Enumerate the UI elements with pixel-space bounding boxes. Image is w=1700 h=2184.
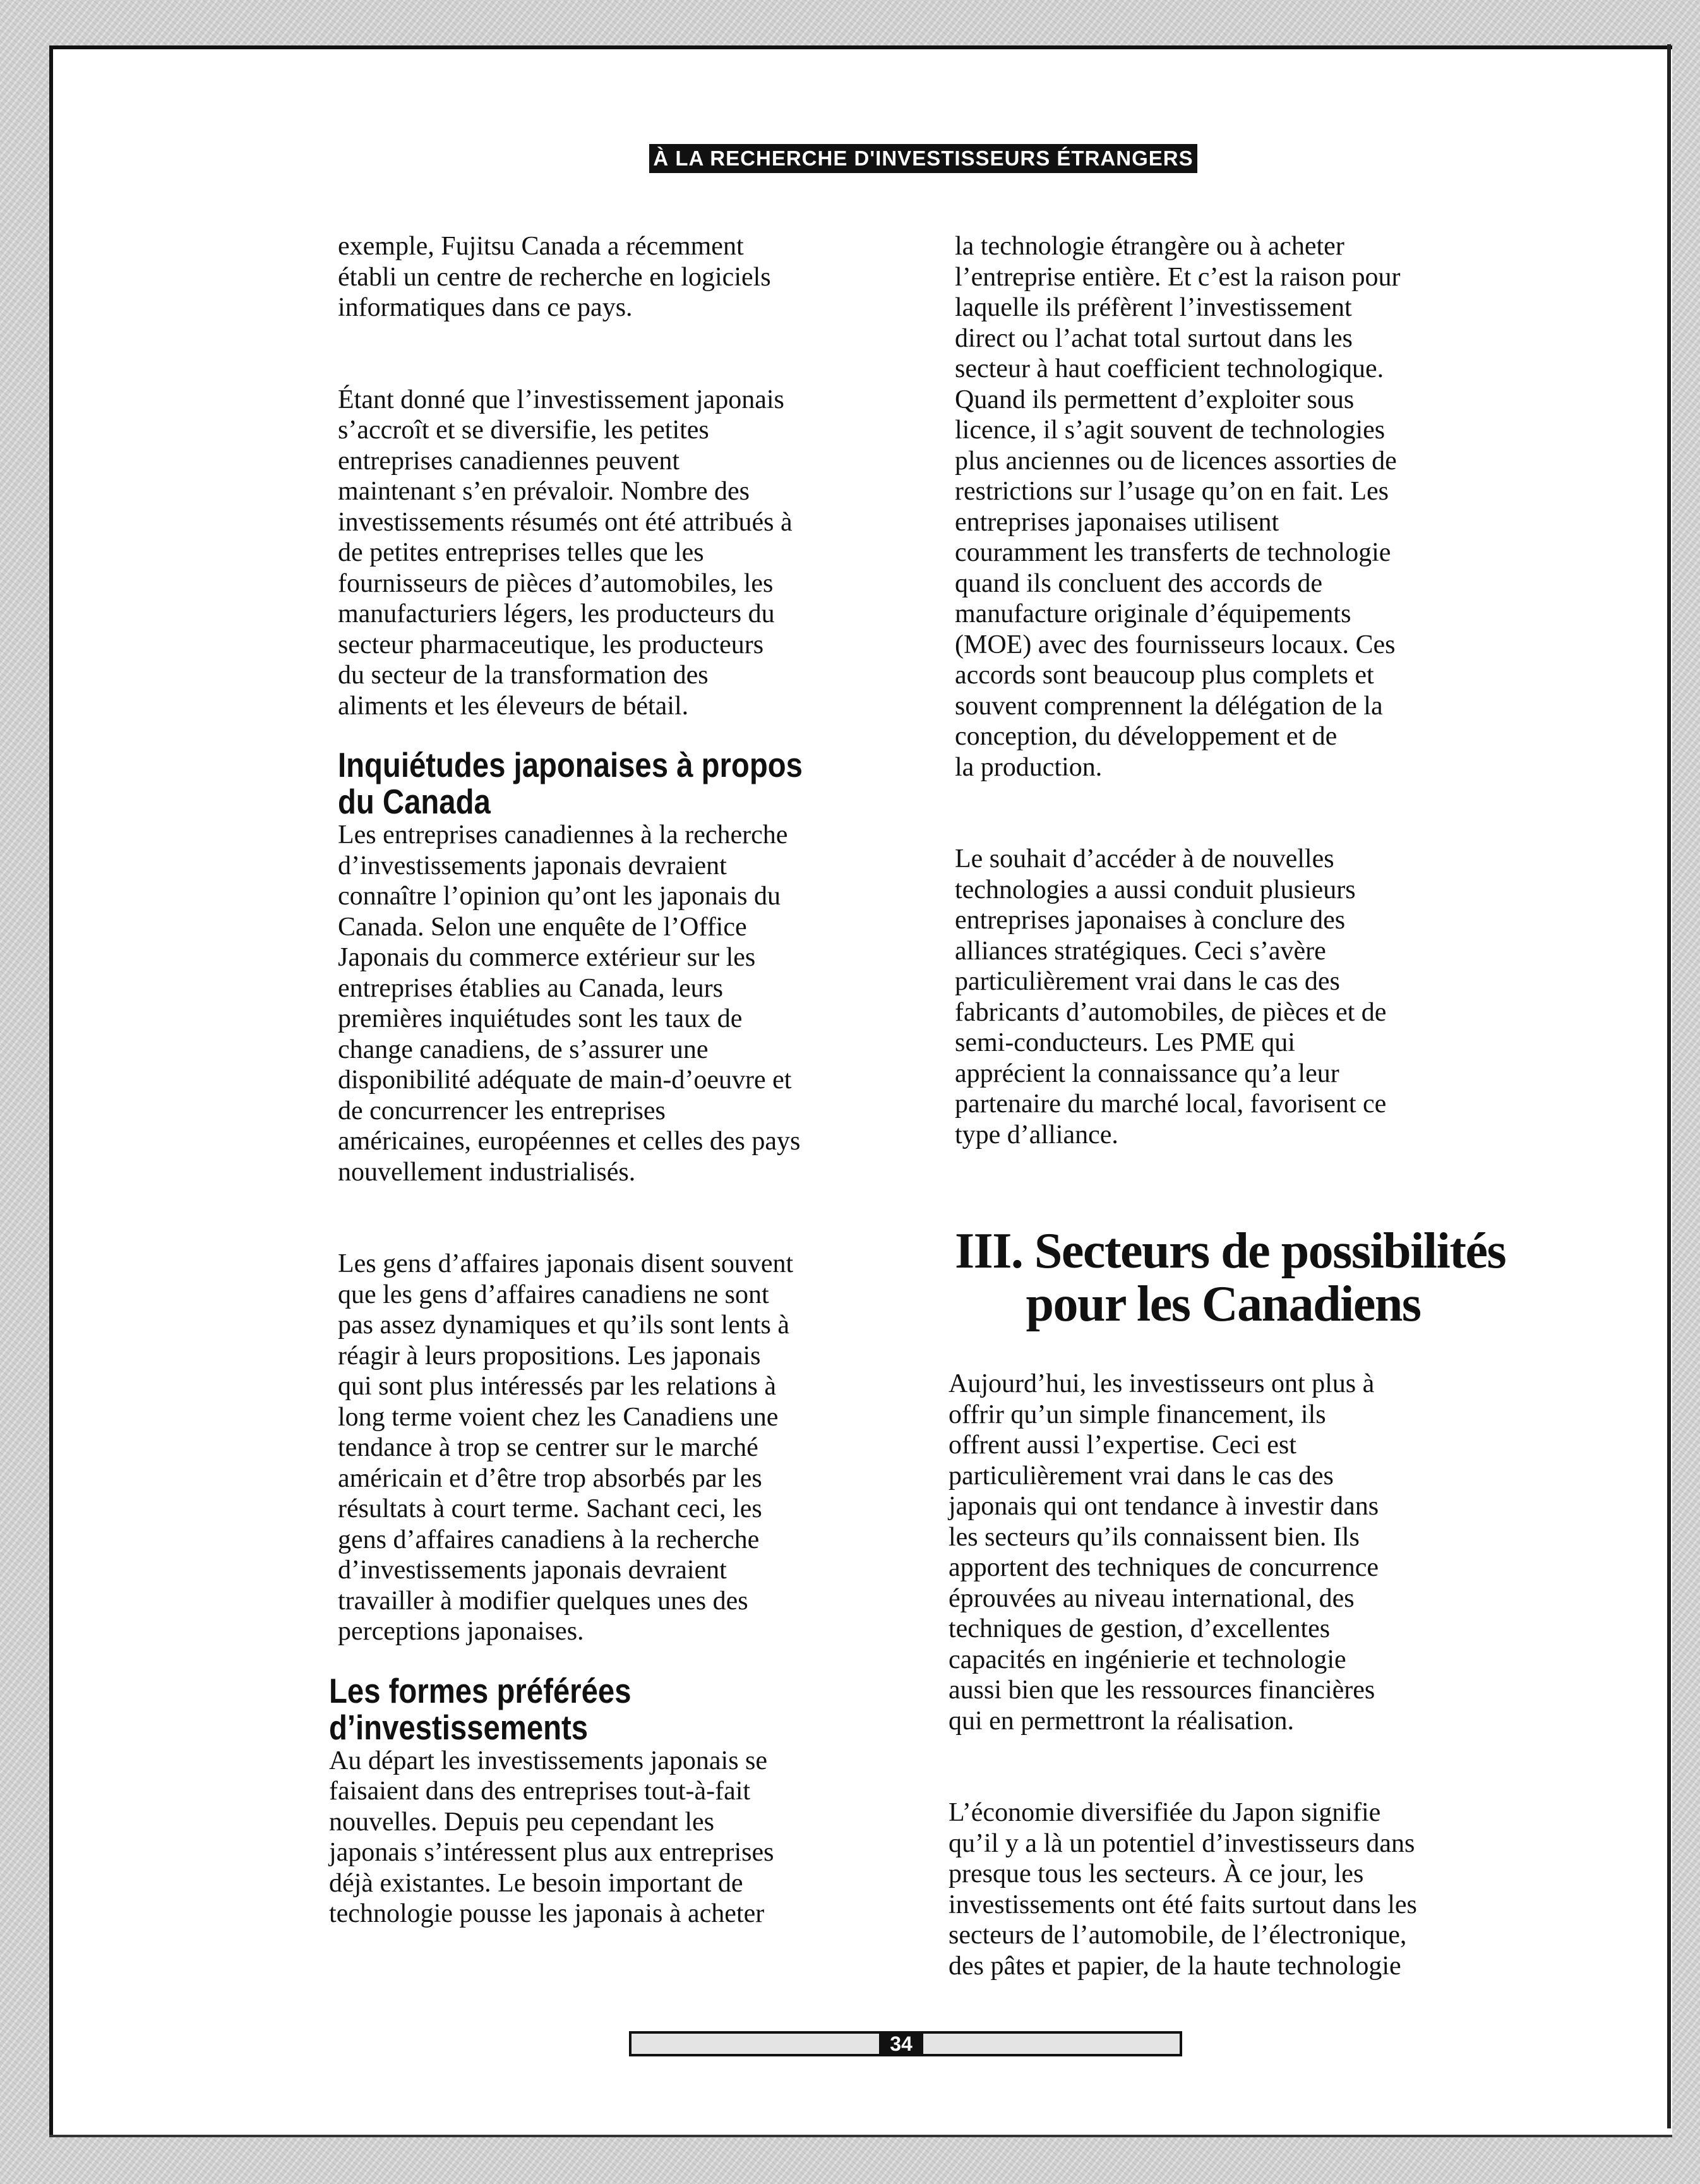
text-line: du Canada	[338, 782, 491, 821]
text-line: offrent aussi l’expertise. Ceci est	[949, 1431, 1296, 1460]
text-line: que les gens d’affaires canadiens ne sont	[338, 1280, 769, 1309]
right-column	[949, 231, 1506, 1981]
text-line: entreprises japonaises utilisent	[955, 507, 1279, 537]
text-line: de petites entreprises telles que les	[338, 538, 704, 567]
text-line: accords sont beaucoup plus complets et	[955, 661, 1374, 690]
text-line: Japonais du commerce extérieur sur les	[338, 943, 756, 972]
text-line: Aujourd’hui, les investisseurs ont plus à	[949, 1369, 1375, 1398]
text-line: qui en permettront la réalisation.	[949, 1706, 1294, 1736]
text-line: la production.	[955, 752, 1103, 782]
paragraph	[338, 1249, 868, 1647]
text-line: informatiques dans ce pays.	[338, 293, 633, 322]
text-line: d’investissements japonais devraient	[338, 851, 727, 880]
text-line: secteurs de l’automobile, de l’électronique,	[949, 1921, 1407, 1950]
paragraph	[338, 820, 868, 1187]
page-number: 34	[879, 2032, 923, 2055]
text-line: aliments et les éleveurs de bétail.	[338, 691, 689, 721]
text-line: L’économie diversifiée du Japon signifie	[949, 1798, 1381, 1827]
text-line: semi-conducteurs. Les PME qui	[955, 1028, 1295, 1057]
text-line: réagir à leurs propositions. Les japonais	[338, 1341, 761, 1371]
text-line: la technologie étrangère ou à acheter	[955, 232, 1344, 261]
text-line: secteur à haut coefficient technologique.	[955, 354, 1384, 383]
text-line: déjà existantes. Le besoin important de	[329, 1868, 743, 1898]
paragraph	[949, 1369, 1492, 1736]
text-line: gens d’affaires canadiens à la recherche	[338, 1525, 760, 1554]
text-line: souvent comprennent la délégation de la	[955, 691, 1383, 721]
chapter-heading	[955, 1223, 1506, 1332]
running-head: À LA RECHERCHE D'INVESTISSEURS ÉTRANGERS	[649, 144, 1197, 173]
text-line: apprécient la connaissance qu’a leur	[955, 1059, 1339, 1088]
page-right-edge	[1667, 44, 1671, 2128]
text-line: couramment les transferts de technologie	[955, 538, 1391, 567]
text-line: perceptions japonaises.	[338, 1617, 584, 1646]
text-line: (MOE) avec des fournisseurs locaux. Ces	[955, 630, 1396, 659]
text-line: quand ils concluent des accords de	[955, 568, 1322, 598]
text-line: pas assez dynamiques et qu’ils sont lents à	[338, 1311, 790, 1340]
text-line: technologie pousse les japonais à acheter	[329, 1899, 765, 1928]
paragraph	[949, 1797, 1492, 1981]
paragraph	[955, 231, 1492, 783]
text-line: restrictions sur l’usage qu’on en fait. Les	[955, 477, 1389, 506]
text-line: japonais qui ont tendance à investir dans	[949, 1492, 1379, 1521]
text-line: alliances stratégiques. Ceci s’avère	[955, 936, 1326, 966]
text-line: maintenant s’en prévaloir. Nombre des	[338, 477, 750, 506]
text-line: direct ou l’achat total surtout dans les	[955, 323, 1353, 353]
text-line: licence, il s’agit souvent de technologies	[955, 416, 1386, 445]
text-line: entreprises établies au Canada, leurs	[338, 973, 723, 1003]
text-line: entreprises canadiennes peuvent	[338, 446, 680, 476]
text-line: exemple, Fujitsu Canada a récemment	[338, 232, 744, 261]
text-line: Inquiétudes japonaises à propos	[338, 745, 803, 784]
text-line: connaître l’opinion qu’ont les japonais du	[338, 882, 781, 911]
text-line: Quand ils permettent d’exploiter sous	[955, 385, 1355, 414]
paragraph	[338, 385, 868, 722]
text-line: établi un centre de recherche en logiciels	[338, 262, 771, 292]
text-line: techniques de gestion, d’excellentes	[949, 1614, 1331, 1643]
text-line: long terme voient chez les Canadiens une	[338, 1402, 779, 1432]
text-line: disponibilité adéquate de main-d’oeuvre et	[338, 1065, 792, 1095]
text-line: aussi bien que les ressources financières	[949, 1676, 1375, 1705]
text-line: partenaire du marché local, favorisent ce	[955, 1089, 1387, 1119]
text-line: d’investissements japonais devraient	[338, 1556, 727, 1585]
text-line: des pâtes et papier, de la haute technologie	[949, 1951, 1401, 1981]
section-heading	[329, 1672, 818, 1746]
text-line: premières inquiétudes sont les taux de	[338, 1004, 743, 1033]
text-line: s’accroît et se diversifie, les petites	[338, 416, 709, 445]
text-line: manufacture originale d’équipements	[955, 599, 1351, 628]
text-line: apportent des techniques de concurrence	[949, 1553, 1379, 1582]
text-line: du secteur de la transformation des	[338, 661, 709, 690]
text-line: type d’alliance.	[955, 1120, 1118, 1149]
text-line: capacités en ingénierie et technologie	[949, 1645, 1346, 1674]
text-line: manufacturiers légers, les producteurs du	[338, 599, 775, 628]
text-line: investissements résumés ont été attribués à	[338, 507, 793, 537]
text-line: l’entreprise entière. Et c’est la raison pour	[955, 262, 1401, 292]
text-line: Au départ les investissements japonais se	[329, 1746, 768, 1775]
text-line: d’investissements	[329, 1707, 589, 1747]
text-line: conception, du développement et de	[955, 722, 1338, 751]
text-line: américaines, européennes et celles des pays	[338, 1127, 801, 1156]
text-line: Les formes préférées	[329, 1671, 632, 1710]
text-line: plus anciennes ou de licences assorties de	[955, 446, 1397, 476]
text-line: tendance à trop se centrer sur le marché	[338, 1433, 758, 1462]
text-line: particulièrement vrai dans le cas des	[949, 1461, 1334, 1491]
text-line: laquelle ils préfèrent l’investissement	[955, 293, 1352, 322]
text-line: Étant donné que l’investissement japonais	[338, 385, 784, 414]
text-line: investissements ont été faits surtout dans les	[949, 1890, 1417, 1919]
text-line: Les entreprises canadiennes à la recherche	[338, 820, 788, 849]
paragraph	[955, 844, 1492, 1150]
text-line: nouvellement industrialisés.	[338, 1157, 636, 1187]
text-line: secteur pharmaceutique, les producteurs	[338, 630, 764, 659]
text-line: pour les Canadiens	[1026, 1276, 1421, 1332]
text-line: particulièrement vrai dans le cas des	[955, 967, 1340, 996]
text-line: de concurrencer les entreprises	[338, 1096, 666, 1125]
text-line: change canadiens, de s’assurer une	[338, 1035, 709, 1064]
text-line: qu’il y a là un potentiel d’investisseurs dans	[949, 1828, 1415, 1858]
left-column	[329, 231, 868, 1929]
section-heading	[338, 747, 827, 820]
text-line: fournisseurs de pièces d’automobiles, les	[338, 568, 774, 598]
text-line: Le souhait d’accéder à de nouvelles	[955, 844, 1334, 873]
text-line: américain et d’être trop absorbés par les	[338, 1463, 762, 1493]
page-bottom-edge	[49, 2135, 1672, 2137]
paragraph	[329, 1746, 868, 1929]
text-line: fabricants d’automobiles, de pièces et de	[955, 997, 1387, 1027]
text-line: technologies a aussi conduit plusieurs	[955, 875, 1356, 904]
paragraph	[338, 231, 868, 323]
text-line: éprouvées au niveau international, des	[949, 1583, 1355, 1613]
text-line: faisaient dans des entreprises tout-à-fait	[329, 1777, 751, 1806]
text-line: qui sont plus intéressés par les relations à	[338, 1372, 777, 1401]
text-line: travailler à modifier quelques unes des	[338, 1586, 748, 1616]
text-line: Les gens d’affaires japonais disent souvent	[338, 1249, 794, 1278]
text-line: résultats à court terme. Sachant ceci, les	[338, 1494, 762, 1523]
text-line: Canada. Selon une enquête de l’Office	[338, 912, 747, 942]
text-line: entreprises japonaises à conclure des	[955, 906, 1346, 935]
text-line: III. Secteurs de possibilités	[955, 1223, 1506, 1279]
text-line: japonais s’intéressent plus aux entreprises	[329, 1838, 774, 1867]
text-line: les secteurs qu’ils connaissent bien. Ils	[949, 1522, 1360, 1552]
text-line: nouvelles. Depuis peu cependant les	[329, 1807, 714, 1837]
text-line: offrir qu’un simple financement, ils	[949, 1400, 1326, 1429]
text-line: presque tous les secteurs. À ce jour, les	[949, 1859, 1364, 1888]
